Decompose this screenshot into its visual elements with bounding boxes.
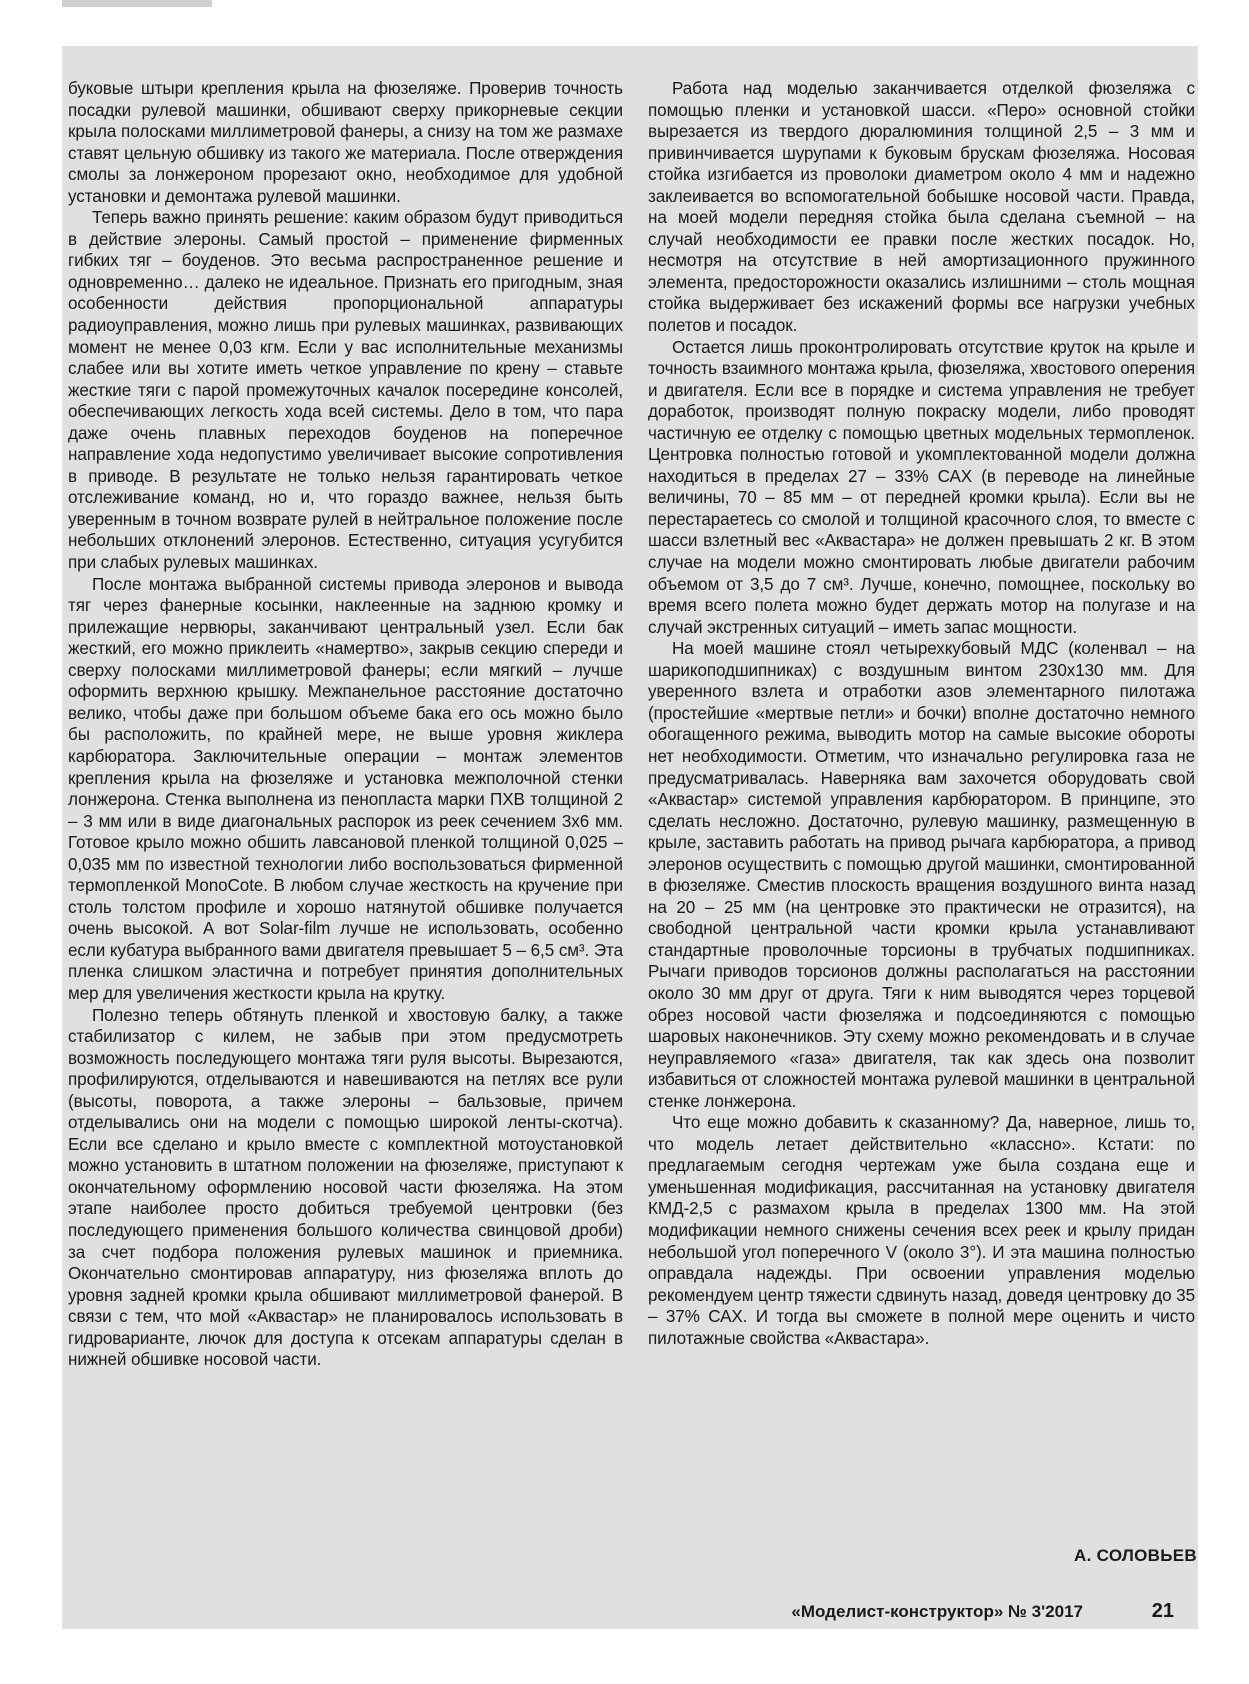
left-column	[68, 78, 623, 1371]
paragraph: Теперь важно принять решение: каким образом будут приводиться в действие элероны. Самый простой – применение фирменных гибких тяг – боуденов. Это весьма распространенное решение и одновременно… далеко не идеальное. Признать его пригодным, зная особенности действия пропорциональной аппаратуры радиоуправления, можно лишь при рулевых машинках, развивающих момент не менее 0,03 кгм. Если у вас исполнительные механизмы слабее или вы хотите иметь четкое управление по крену – ставьте жесткие тяги с парой промежуточных качалок посередине консолей, обеспечивающих легкость хода всей системы. Дело в том, что пара даже очень плавных переходов боуденов на поперечное направление хода недопустимо увеличивает высокие сопротивления в приводе. В результате не только нельзя гарантировать четкое отслеживание команд, но и, что гораздо важнее, нельзя быть уверенным в точном возврате рулей в нейтральное положение после небольших отклонений элеронов. Естественно, ситуация усугубится при слабых рулевых машинках.	[68, 208, 623, 573]
author-signature: А. СОЛОВЬЕВ	[1074, 1546, 1197, 1565]
paragraph: Полезно теперь обтянуть пленкой и хвостовую балку, а также стабилизатор с килем, не забыв при этом предусмотреть возможность последующего монтажа тяги руля высоты. Вырезаются, профилируются, отделываются и навешиваются на петлях все рули (высоты, поворота, а также элероны – бальзовые, причем отделывались они на модели с помощью широкой ленты-скотча). Если все сделано и крыло вместе с комплектной мотоустановкой можно установить в штатном положении на фюзеляже, приступают к окончательному оформлению носовой части фюзеляжа. На этом этапе наиболее просто добиться требуемой центровки (без последующего применения большого количества свинцовой дроби) за счет подбора положения рулевых машинок и приемника. Окончательно смонтировав аппаратуру, низ фюзеляжа вплоть до уровня задней кромки крыла обшивают миллиметровой фанерой. В связи с тем, что мой «Аквастар» не планировалось использовать в гидроварианте, лючок для доступа к отсекам аппаратуры сделан в нижней обшивке носовой части.	[68, 1005, 623, 1370]
paragraph: После монтажа выбранной системы привода элеронов и вывода тяг через фанерные косынки, наклеенные на заднюю кромку и прилежащие нервюры, заканчивают центральный узел. Если бак жесткий, его можно приклеить «намертво», закрыв секцию спереди и сверху полосками миллиметровой фанеры; если мягкий – лучше оформить верхнюю крышку. Межпанельное расстояние достаточно велико, чтобы даже при большом объеме бака его ось можно было бы расположить, по крайней мере, не выше уровня жиклера карбюратора. Заключительные операции – монтаж элементов крепления крыла на фюзеляже и установка межполочной стенки лонжерона. Стенка выполнена из пенопласта марки ПХВ толщиной 2 – 3 мм или в виде диагональных распорок из реек сечением 3х6 мм. Готовое крыло можно обшить лавсановой пленкой толщиной 0,025 – 0,035 мм по известной технологии либо воспользоваться фирменной термопленкой MonoCote. В любом случае жесткость на кручение при столь толстом профиле и хорошо натянутой обшивке получается очень высокой. А вот Solar-film лучше не использовать, особенно если кубатура выбранного вами двигателя превышает 5 – 6,5 см³. Эта пленка слишком эластична и потребует принятия дополнительных мер для увеличения жесткости крыла на крутку.	[68, 574, 623, 1003]
paragraph: Что еще можно добавить к сказанному? Да, наверное, лишь то, что модель летает действительно «классно». Кстати: по предлагаемым сегодня чертежам уже была создана еще и уменьшенная модификация, рассчитанная на установку двигателя КМД-2,5 с размахом крыла в пределах 1300 мм. На этой модификации немного снижены сечения всех реек и крылу придан небольшой угол поперечного V (около 3°). И эта машина полностью оправдала надежды. При освоении управления моделью рекомендуем центр тяжести сдвинуть назад, доведя центровку до 35 – 37% САХ. И тогда вы сможете в полной мере оценить и чисто пилотажные свойства «Аквастара».	[648, 1113, 1195, 1348]
scan-edge	[62, 0, 212, 7]
paragraph: На моей машине стоял четырехкубовый МДС (коленвал – на шарикоподшипниках) с воздушным винтом 230х130 мм. Для уверенного взлета и отработки азов элементарного пилотажа (простейшие «мертвые петли» и бочки) вполне достаточно немного обогащенного режима, выводить мотор на самые высокие обороты нет необходимости. Отметим, что изначально регулировка газа не предусматривалась. Наверняка вам захочется оборудовать свой «Аквастар» системой управления карбюратором. В принципе, это сделать несложно. Достаточно, рулевую машинку, размещенную в крыле, заставить работать на привод рычага карбюратора, а привод элеронов осуществить с помощью другой машинки, смонтированной в фюзеляже. Сместив плоскость вращения воздушного винта назад на 20 – 25 мм (на центровке это практически не отразится), на свободной центральной части кромки крыла устанавливают стандартные проволочные торсионы в трубчатых подшипниках. Рычаги приводов торсионов должны располагаться на расстоянии около 30 мм друг от друга. Тяги к ним выводятся через торцевой обрез носовой части фюзеляжа и подсоединяются с помощью шаровых наконечников. Эту схему можно рекомендовать и в случае неуправляемого «газа» двигателя, так как здесь она позволит избавиться от сложностей монтажа рулевой машинки в центральной стенке лонжерона.	[648, 639, 1195, 1111]
page-footer	[62, 1598, 1198, 1630]
paragraph: буковые штыри крепления крыла на фюзеляже. Проверив точность посадки рулевой машинки, обшивают сверху прикорневые секции крыла полосками миллиметровой фанеры, а снизу на том же размахе ставят цельную обшивку из такого же материала. После отверждения смолы за лонжероном прорезают окно, необходимое для удобной установки и демонтажа рулевой машинки.	[68, 79, 623, 206]
right-column	[648, 78, 1195, 1349]
paragraph: Остается лишь проконтролировать отсутствие круток на крыле и точность взаимного монтажа крыла, фюзеляжа, хвостового оперения и двигателя. Если все в порядке и система управления не требует доработок, производят полную покраску модели, либо проводят частичную ее отделку с помощью цветных модельных термопленок. Центровка полностью готовой и укомплектованной модели должна находиться в пределах 27 – 33% САХ (в переводе на линейные величины, 70 – 85 мм – от передней кромки крыла). Если вы не перестараетесь со смолой и толщиной красочного слоя, то вместе с шасси взлетный вес «Аквастара» не должен превышать 2 кг. В этом случае на модели можно смонтировать любые двигатели рабочим объемом от 3,5 до 7 см³. Лучше, конечно, помощнее, поскольку во время всего полета можно будет держать мотор на полугазе и на случай экстренных ситуаций – иметь запас мощности.	[648, 337, 1195, 637]
page-number: 21	[1151, 1600, 1174, 1622]
magazine-issue: «Моделист-конструктор» № 3'2017	[791, 1602, 1083, 1621]
paragraph: Работа над моделью заканчивается отделкой фюзеляжа с помощью пленки и установкой шасси. «Перо» основной стойки вырезается из твердого дюралюминия толщиной 2,5 – 3 мм и привинчивается шурупами к буковым брускам фюзеляжа. Носовая стойка изгибается из проволоки диаметром около 4 мм и надежно заклеивается во вспомогательной бобышке носовой части. Правда, на моей модели передняя стойка была сделана съемной – на случай необходимости ее правки после жестких посадок. Но, несмотря на отсутствие в ней амортизационного пружинного элемента, предосторожности оказались излишними – столь мощная стойка выдерживает без искажений формы все нагрузки учебных полетов и посадок.	[648, 79, 1195, 336]
